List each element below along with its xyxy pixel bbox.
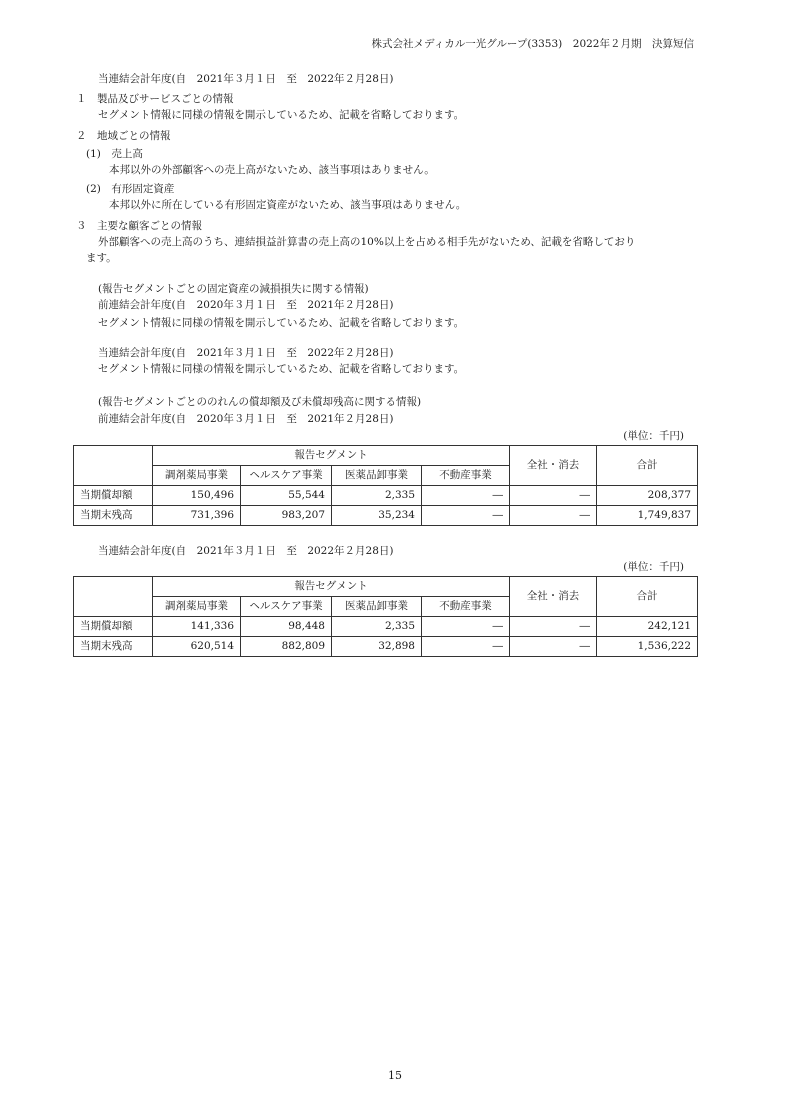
row-label: 当期償却額: [74, 486, 153, 506]
item2-sub2-text: 本邦以外に所在している有形固定資産がないため、該当事項はありません。: [109, 199, 467, 211]
cell-corporate: ―: [510, 637, 597, 657]
cell-seg2: 98,448: [241, 617, 332, 637]
item1-title: １ 製品及びサービスごとの情報: [76, 93, 234, 105]
cell-seg2: 983,207: [241, 506, 332, 526]
goodwill-prev-unit: (単位：千円): [623, 430, 684, 442]
document-header: 株式会社メディカル一光グループ(3353) 2022年２月期 決算短信: [371, 38, 694, 50]
cell-total: 1,749,837: [597, 506, 698, 526]
impairment-title: (報告セグメントごとの固定資産の減損損失に関する情報): [98, 283, 369, 295]
cell-seg1: 620,514: [153, 637, 241, 657]
impairment-curr-text: セグメント情報に同様の情報を開示しているため、記載を省略しております。: [98, 363, 465, 375]
table-row: [74, 486, 698, 506]
table-row: [74, 637, 698, 657]
cell-seg3: 2,335: [332, 486, 422, 506]
cell-corporate: ―: [510, 486, 597, 506]
table-row: [74, 506, 698, 526]
item3-text-line2: ます。: [86, 252, 117, 264]
cell-total: 242,121: [597, 617, 698, 637]
cell-seg2: 55,544: [241, 486, 332, 506]
row-label: 当期償却額: [74, 617, 153, 637]
cell-seg1: 150,496: [153, 486, 241, 506]
cell-corporate: ―: [510, 617, 597, 637]
seg3-header: 医薬品卸事業: [332, 597, 422, 617]
cell-seg4: ―: [422, 506, 510, 526]
cell-seg1: 731,396: [153, 506, 241, 526]
cell-total: 208,377: [597, 486, 698, 506]
reportable-segment-header: 報告セグメント: [153, 446, 510, 466]
seg2-header: ヘルスケア事業: [241, 597, 332, 617]
seg2-header: ヘルスケア事業: [241, 466, 332, 486]
cell-seg1: 141,336: [153, 617, 241, 637]
reportable-segment-header: 報告セグメント: [153, 577, 510, 597]
item1-text: セグメント情報に同様の情報を開示しているため、記載を省略しております。: [98, 109, 465, 121]
cell-seg2: 882,809: [241, 637, 332, 657]
cell-seg4: ―: [422, 617, 510, 637]
total-header: 合計: [597, 446, 698, 486]
current-period-heading: 当連結会計年度(自 2021年３月１日 至 2022年２月28日): [98, 73, 394, 85]
cell-seg3: 32,898: [332, 637, 422, 657]
cell-seg3: 35,234: [332, 506, 422, 526]
seg1-header: 調剤薬局事業: [153, 597, 241, 617]
goodwill-prev-table: [73, 445, 698, 526]
goodwill-prev-period: 前連結会計年度(自 2020年３月１日 至 2021年２月28日): [98, 413, 394, 425]
seg4-header: 不動産事業: [422, 597, 510, 617]
item3-text-line1: 外部顧客への売上高のうち、連結損益計算書の売上高の10%以上を占める相手先がないため、記載を省略しており: [98, 236, 636, 248]
impairment-prev-text: セグメント情報に同様の情報を開示しているため、記載を省略しております。: [98, 317, 465, 329]
goodwill-curr-period: 当連結会計年度(自 2021年３月１日 至 2022年２月28日): [98, 545, 394, 557]
table-row: [74, 617, 698, 637]
cell-seg4: ―: [422, 637, 510, 657]
table-header-row: [74, 577, 698, 597]
table-corner-cell: [74, 577, 153, 617]
goodwill-curr-table: [73, 576, 698, 657]
corporate-header: 全社・消去: [510, 577, 597, 617]
seg1-header: 調剤薬局事業: [153, 466, 241, 486]
seg4-header: 不動産事業: [422, 466, 510, 486]
cell-total: 1,536,222: [597, 637, 698, 657]
row-label: 当期末残高: [74, 637, 153, 657]
cell-seg4: ―: [422, 486, 510, 506]
cell-corporate: ―: [510, 506, 597, 526]
item2-sub1-text: 本邦以外の外部顧客への売上高がないため、該当事項はありません。: [109, 164, 435, 176]
total-header: 合計: [597, 577, 698, 617]
table-corner-cell: [74, 446, 153, 486]
table-header-row: [74, 446, 698, 466]
page-number: 15: [388, 1069, 402, 1082]
goodwill-curr-unit: (単位：千円): [623, 561, 684, 573]
item3-title: ３ 主要な顧客ごとの情報: [76, 220, 202, 232]
corporate-header: 全社・消去: [510, 446, 597, 486]
item2-title: ２ 地域ごとの情報: [76, 130, 171, 142]
item2-sub2-title: (2) 有形固定資産: [86, 183, 175, 195]
cell-seg3: 2,335: [332, 617, 422, 637]
impairment-curr-period: 当連結会計年度(自 2021年３月１日 至 2022年２月28日): [98, 347, 394, 359]
item2-sub1-title: (1) 売上高: [86, 148, 143, 160]
goodwill-title: (報告セグメントごとののれんの償却額及び未償却残高に関する情報): [98, 396, 422, 408]
seg3-header: 医薬品卸事業: [332, 466, 422, 486]
row-label: 当期末残高: [74, 506, 153, 526]
impairment-prev-period: 前連結会計年度(自 2020年３月１日 至 2021年２月28日): [98, 299, 394, 311]
